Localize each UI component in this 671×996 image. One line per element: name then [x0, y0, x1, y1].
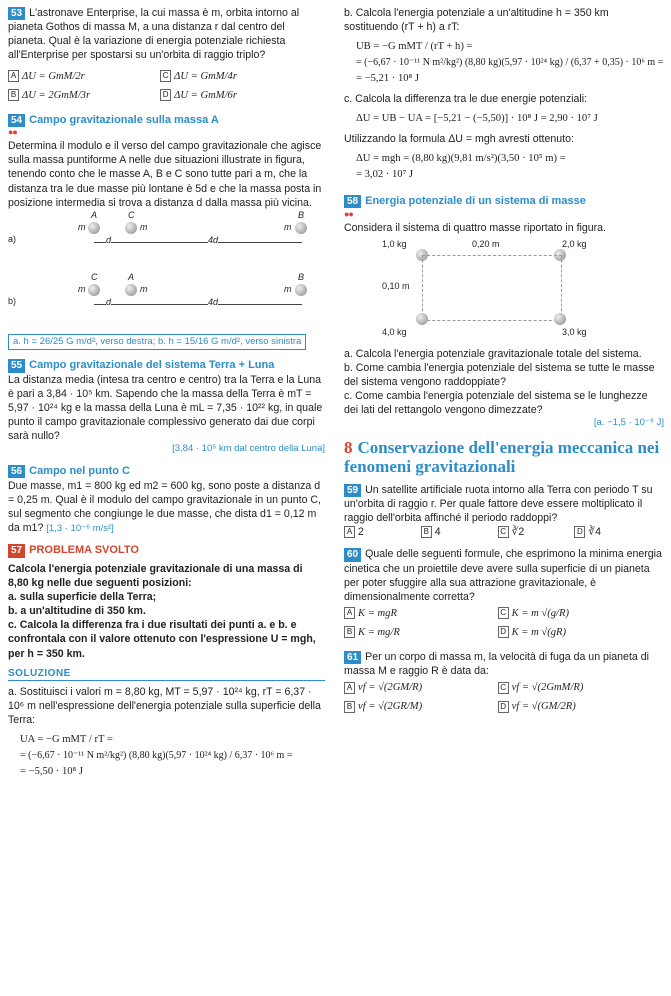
- solution-b: b. Calcola l'energia potenziale a un'altitudine h = 350 km sostituendo (rT + h) a rT:: [344, 7, 609, 34]
- equation-ub-2: = (−6,67 · 10⁻¹¹ N m²/kg²) (8,80 kg)(5,97 · 10²⁴ kg) / (6,37 + 0,35) · 10⁶ m =: [356, 57, 664, 69]
- equation-ua-2: = (−6,67 · 10⁻¹¹ N m²/kg²) (8,80 kg)(5,97 · 10²⁴ kg) / 6,37 · 10⁶ m =: [20, 750, 293, 762]
- difficulty-dots: ●●: [8, 127, 17, 138]
- options: [8, 67, 325, 105]
- figure-a: a) A C B m m m d 4d: [8, 210, 325, 272]
- difficulty-dots: ●●: [344, 208, 353, 219]
- problem-intro: Calcola l'energia potenziale gravitazionale di una massa di 8,80 kg nelle due seguenti posizioni:: [8, 563, 303, 590]
- exercise-61: [344, 650, 664, 717]
- mass-rectangle-figure: 1,0 kg 0,20 m 2,0 kg 0,10 m 4,0 kg 3,0 kg: [382, 238, 587, 337]
- exercise-number: 57: [8, 544, 25, 557]
- mass-a: [125, 284, 137, 296]
- exercise-number: 55: [8, 359, 25, 372]
- option-a[interactable]: A ΔU = GmM/2r: [8, 69, 160, 84]
- exercise-title: Campo nel punto C: [29, 464, 130, 477]
- exercise-text: Considera il sistema di quattro masse riportato in figura.: [344, 221, 607, 234]
- answer: [a. −1,5 · 10⁻⁹ J]: [593, 417, 664, 429]
- exercise-55: [8, 358, 325, 456]
- exercise-56: [8, 464, 325, 535]
- option-c[interactable]: C K = m √(g/R): [498, 606, 652, 621]
- mass-b: [295, 222, 307, 234]
- options: [344, 678, 664, 716]
- equation-uc-2: ΔU = mgh = (8,80 kg)(9,81 m/s²)(3,50 · 10⁵ m) =: [356, 152, 566, 164]
- option-b[interactable]: B vf = √(2GR/M): [344, 699, 498, 714]
- option-c[interactable]: C vf = √(2GmM/R): [498, 680, 652, 695]
- option-b[interactable]: B 4: [421, 525, 498, 539]
- part-c: c. Come cambia l'energia potenziale del sistema se le lunghezze dei lati del rettangolo vengono dimezzate?: [344, 389, 648, 416]
- exercise-text: Quale delle seguenti formule, che esprimono la minima energia cinetica che un proiettile deve avere sulla superficie di un pianeta per poter sfuggire alla sua attrazione gravitazionale, è dimensionalmente corretta?: [344, 548, 662, 603]
- options: [344, 604, 664, 642]
- exercise-number: 53: [8, 7, 25, 20]
- exercise-60: [344, 547, 664, 642]
- exercise-number: 54: [8, 114, 25, 127]
- exercise-57: [8, 543, 325, 778]
- exercise-number: 56: [8, 465, 25, 478]
- option-a[interactable]: A vf = √(2GM/R): [344, 680, 498, 695]
- section-heading: 8 Conservazione dell'energia meccanica nei fenomeni gravitazionali: [344, 437, 660, 477]
- options: [344, 525, 664, 539]
- exercise-title: Campo gravitazionale sulla massa A: [29, 113, 219, 126]
- equation-ub-3: = −5,21 · 10⁸ J: [356, 72, 420, 84]
- mass-3kg: [554, 313, 566, 325]
- part-c: c. Calcola la differenza fra i due risultati dei punti a. e b. e confrontala con il valore ottenuto con l'espressione U = mgh, per h = 350 km.: [8, 619, 316, 660]
- part-a: a. sulla superficie della Terra;: [8, 591, 157, 604]
- distance-line: [94, 304, 302, 305]
- exercise-number: 61: [344, 651, 361, 664]
- mass-c: [125, 222, 137, 234]
- exercise-54: [8, 113, 325, 351]
- exercise-number: 60: [344, 548, 361, 561]
- mass-a: [88, 222, 100, 234]
- solution-c2: Utilizzando la formula ΔU = mgh avresti ottenuto:: [344, 132, 574, 145]
- exercise-text: Per un corpo di massa m, la velocità di fuga da un pianeta di massa M e raggio R è data da:: [344, 651, 649, 678]
- exercise-text: Determina il modulo e il verso del campo gravitazionale che agisce sulla massa puntiforme A nelle due situazioni illustrate in figura, tenendo conto che le masse A, B e C sono tutte pari a m, che la distanza tra le due masse più lontane è 5d e che la massa posta in posizione intermedia si trova a distanza d dalla massa più vicina.: [8, 140, 322, 209]
- option-c[interactable]: C ΔU = GmM/4r: [160, 69, 312, 84]
- exercise-53: [8, 6, 325, 105]
- answer: a. h = 26/25 G m/d², verso destra; b. h = 15/16 G m/d², verso sinistra: [8, 334, 306, 351]
- solution-label: SOLUZIONE: [8, 667, 325, 681]
- exercise-number: 58: [344, 195, 361, 208]
- option-a[interactable]: A K = mgR: [344, 606, 498, 621]
- option-d[interactable]: D K = m √(gR): [498, 625, 652, 640]
- equation-ub-1: UB = −G mMT / (rT + h) =: [356, 41, 473, 53]
- distance-line: [94, 242, 302, 243]
- rectangle: [422, 255, 562, 321]
- exercise-text: La distanza media (intesa tra centro e centro) tra la Terra e la Luna è pari a 3,84 · 10⁵ km. Sapendo che la massa della Terra è mT = 5,97 · 10²⁴ kg e la massa della Luna è mL = 7,35 · 10²² kg, in quale punto il campo gravitazionale complessivo generato dai due corpi sarà nullo?: [8, 373, 323, 443]
- equation-ua-1: UA = −G mMT / rT =: [20, 734, 113, 746]
- option-d[interactable]: D ∛4: [574, 525, 651, 539]
- part-a: a. Calcola l'energia potenziale gravitazionale totale del sistema.: [344, 347, 642, 360]
- right-column: [344, 6, 664, 725]
- part-b: b. Come cambia l'energia potenziale del sistema se tutte le masse del sistema vengono raddoppiate?: [344, 361, 655, 388]
- mass-b: [295, 284, 307, 296]
- part-b: b. a un'altitudine di 350 km.: [8, 605, 146, 618]
- exercise-text: L'astronave Enterprise, la cui massa è m, orbita intorno al pianeta Gothos di massa M, a una distanza r dal centro del pianeta. Qual è la variazione di energia potenziale richiesta all'Enterprise per spostarsi su un'orbita di raggio triplo?: [8, 7, 300, 62]
- exercise-text: Due masse, m1 = 800 kg ed m2 = 600 kg, sono poste a distanza d = 0,25 m. Qual è il modulo del campo gravitazionale in un punto C, sul segmento che congiunge le due masse, che dista d1 = 0,12 m da m1?: [8, 479, 321, 534]
- solution-a: a. Sostituisci i valori m = 8,80 kg, MT = 5,97 · 10²⁴ kg, rT = 6,37 · 10⁶ m nell'espressione dell'energia potenziale sulla superficie della Terra:: [8, 685, 321, 727]
- exercise-58: [344, 194, 664, 430]
- solved-heading: PROBLEMA SVOLTO: [29, 544, 139, 557]
- equation-uc-1: ΔU = UB − UA = [−5,21 − (−5,50)] · 10⁸ J = 2,90 · 10⁷ J: [356, 112, 598, 124]
- exercise-number: 59: [344, 484, 361, 497]
- exercise-text: Un satellite artificiale ruota intorno alla Terra con periodo T su un'orbita di raggio r. Per quale fattore deve essere moltiplicato il raggio dell'orbita affinché il periodo raddoppi?: [344, 483, 653, 525]
- option-a[interactable]: A 2: [344, 525, 421, 539]
- mass-c: [88, 284, 100, 296]
- option-b[interactable]: B ΔU = 2GmM/3r: [8, 88, 160, 103]
- exercise-59: [344, 483, 664, 540]
- answer: [1,3 · 10⁻⁶ m/s²]: [46, 522, 114, 534]
- solution-c: c. Calcola la differenza tra le due energie potenziali:: [344, 92, 588, 105]
- answer: [3,84 · 10⁵ km dal centro della Luna]: [172, 443, 325, 455]
- exercise-title: Campo gravitazionale del sistema Terra + Luna: [29, 359, 275, 372]
- option-c[interactable]: C ∛2: [498, 525, 575, 539]
- equation-uc-3: = 3,02 · 10⁷ J: [356, 168, 414, 180]
- figure-b: b) C A B m m m d 4d: [8, 272, 325, 334]
- option-b[interactable]: B K = mg/R: [344, 625, 498, 640]
- mass-4kg: [416, 313, 428, 325]
- exercise-title: Energia potenziale di un sistema di masse: [365, 195, 586, 207]
- left-column: [8, 6, 325, 787]
- option-d[interactable]: D vf = √(GM/2R): [498, 699, 652, 714]
- option-d[interactable]: D ΔU = GmM/6r: [160, 88, 312, 103]
- equation-ua-3: = −5,50 · 10⁸ J: [20, 765, 84, 777]
